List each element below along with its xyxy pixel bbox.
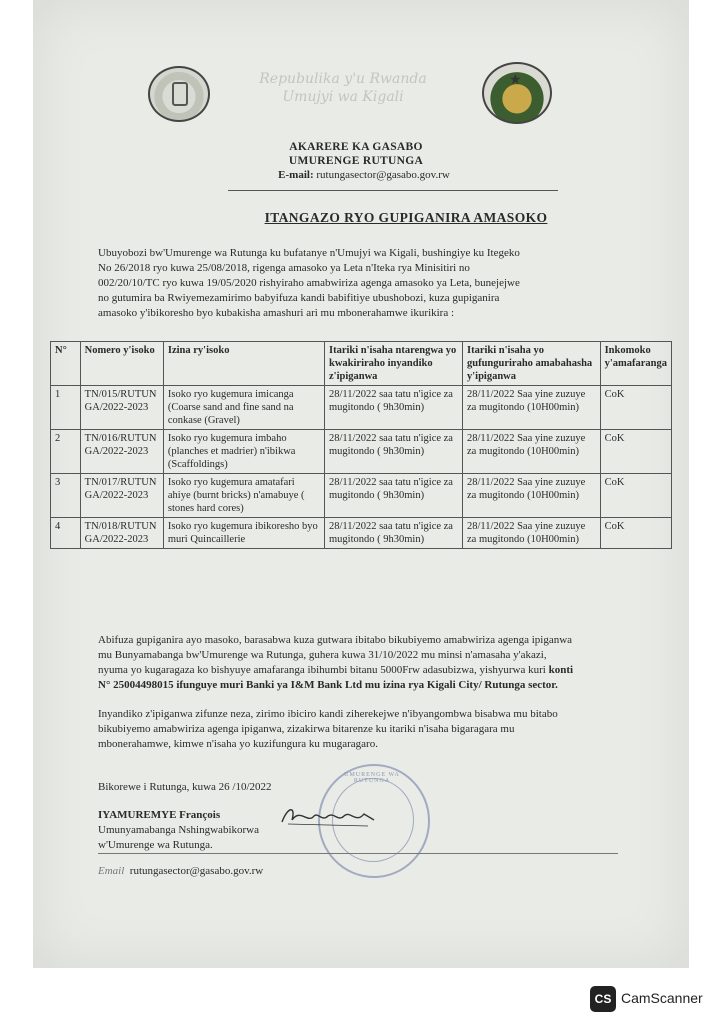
cell-number: TN/018/RUTUNGA/2022-2023 [80, 518, 163, 549]
cell-submission: 28/11/2022 saa tatu n'igice za mugitondo ( 9h30min) [325, 386, 463, 430]
cell-no: 1 [51, 386, 81, 430]
cell-no: 3 [51, 474, 81, 518]
signatory-role-line-2: w'Umurenge wa Rutunga. [98, 839, 213, 851]
cell-number: TN/015/RUTUNGA/2022-2023 [80, 386, 163, 430]
intro-paragraph [98, 246, 618, 321]
cell-opening: 28/11/2022 Saa yine zuzuye za mugitondo (10H00min) [463, 474, 601, 518]
city-of-kigali-logo [482, 62, 552, 124]
account-details: N° 25004498015 ifunguye muri Banki ya I&M Bank Ltd mu izina rya Kigali City/ Rutunga sector. [98, 679, 558, 691]
cell-name: Isoko ryo kugemura imicanga (Coarse sand and fine sand na conkase (Gravel) [163, 386, 324, 430]
submission-line: bikubiyemo amabwiriza agenga ipiganwa, zizakirwa bitarenze ku itariki n'isaha bigaragara mu [98, 723, 515, 735]
document-title: ITANGAZO RYO GUPIGANIRA AMASOKO [264, 210, 548, 225]
district-name: AKARERE KA GASABO [289, 141, 423, 153]
footer-email-value: rutungasector@gasabo.gov.rw [129, 865, 264, 877]
account-label: konti [548, 664, 574, 676]
col-header-no: N° [51, 342, 81, 386]
col-header-opening: Itariki n'isaha yo gufunguriraho amabahasha y'ipiganwa [463, 342, 601, 386]
intro-line: No 26/2018 ryo kuwa 25/08/2018, rigenga amasoko ya Leta n'Iteka rya Minisitiri no [98, 262, 470, 274]
footer-email-label: Email [98, 865, 125, 877]
handwritten-signature [278, 802, 378, 832]
col-header-source: Inkomoko y'amafaranga [600, 342, 671, 386]
cell-opening: 28/11/2022 Saa yine zuzuye za mugitondo (10H00min) [463, 386, 601, 430]
cell-submission: 28/11/2022 saa tatu n'igice za mugitondo ( 9h30min) [325, 474, 463, 518]
table-row [51, 386, 672, 430]
cell-source: CoK [600, 430, 671, 474]
cell-source: CoK [600, 518, 671, 549]
footer-divider [98, 853, 618, 854]
instructions-text: nyuma yo kugaragaza ko bishyuye amafaranga ibihumbi bitanu 5000Frw adasubizwa, yishyurwa kuri [98, 664, 546, 676]
header-email-label: E-mail: [278, 169, 314, 181]
camscanner-label: CamScanner [621, 990, 703, 1006]
sector-name: UMURENGE RUTUNGA [288, 155, 424, 167]
letterhead-watermark [248, 70, 438, 106]
cell-number: TN/017/RUTUNGA/2022-2023 [80, 474, 163, 518]
submission-line: Inyandiko z'ipiganwa zifunze neza, zirimo ibiciro kandi ziherekejwe n'ibyangombwa bisabwa mu bitabo [98, 708, 558, 720]
signatory-role: Umunyamabanga Nshingwabikorwa [98, 824, 259, 836]
col-header-number: Nomero y'isoko [80, 342, 163, 386]
instructions-line [98, 663, 618, 678]
table-row [51, 474, 672, 518]
cell-no: 2 [51, 430, 81, 474]
instructions-line: mu Bunyamabanga bw'Umurenge wa Rutunga, guhera kuwa 31/10/2022 mu minsi n'amasaha y'akazi, [98, 649, 547, 661]
cell-source: CoK [600, 474, 671, 518]
cell-submission: 28/11/2022 saa tatu n'igice za mugitondo ( 9h30min) [325, 518, 463, 549]
cell-opening: 28/11/2022 Saa yine zuzuye za mugitondo (10H00min) [463, 518, 601, 549]
intro-line: Ubuyobozi bw'Umurenge wa Rutunga ku bufatanye n'Umujyi wa Kigali, bushingiye ku Itegeko [98, 247, 520, 259]
cell-name: Isoko ryo kugemura ibikoresho byo muri Quincaillerie [163, 518, 324, 549]
cell-no: 4 [51, 518, 81, 549]
camscanner-logo-icon: CS [590, 986, 616, 1012]
cell-submission: 28/11/2022 saa tatu n'igice za mugitondo ( 9h30min) [325, 430, 463, 474]
watermark-line-2: Umujyi wa Kigali [282, 89, 404, 105]
submission-paragraph [98, 707, 618, 752]
watermark-line-1: Repubulika y'u Rwanda [259, 71, 427, 87]
col-header-submission: Itariki n'isaha ntarengwa yo kwakiriraho inyandiko z'ipiganwa [325, 342, 463, 386]
table-row [51, 430, 672, 474]
rwanda-coat-of-arms-logo [148, 66, 210, 122]
signatory-name: IYAMUREMYE François [98, 809, 221, 821]
star-icon: ★ [509, 73, 522, 88]
cell-number: TN/016/RUTUNGA/2022-2023 [80, 430, 163, 474]
tender-table [50, 341, 672, 549]
cell-source: CoK [600, 386, 671, 430]
intro-line: no gutumira ba Rwiyemezamirimo babyifuza kandi babifitiye ubushobozi, kuza gupiganira [98, 292, 500, 304]
cell-name: Isoko ryo kugemura imbaho (planches et madrier) n'ibikwa (Scaffoldings) [163, 430, 324, 474]
submission-line: mbonerahamwe, kimwe n'isaha yo kuzifungura ku mugaragaro. [98, 738, 378, 750]
intro-line: amasoko y'ibikoresho byo kubakisha amashuri ari mu mbonerahamwe ikurikira : [98, 307, 455, 319]
intro-line: 002/20/10/TC ryo kuwa 19/05/2020 rishyiraho amabwiriza agenga amasoko ya Leta, bunejejwe [98, 277, 520, 289]
stamp-text: UMURENGE WA RUTUNGA [344, 772, 400, 784]
instructions-line: Abifuza gupiganira ayo masoko, barasabwa kuza gutwara ibitabo bikubiyemo amabwiriza agenga ipiganwa [98, 634, 573, 646]
place-date: Bikorewe i Rutunga, kuwa 26 /10/2022 [98, 781, 272, 793]
footer-email [98, 864, 263, 879]
col-header-name: Izina ry'isoko [163, 342, 324, 386]
cell-name: Isoko ryo kugemura amatafari ahiye (burnt bricks) n'amabuye ( stones hard cores) [163, 474, 324, 518]
instructions-paragraph [98, 633, 618, 693]
header-email-value: rutungasector@gasabo.gov.rw [316, 169, 450, 181]
table-row [51, 518, 672, 549]
cell-opening: 28/11/2022 Saa yine zuzuye za mugitondo (10H00min) [463, 430, 601, 474]
header-email [254, 169, 474, 181]
table-header-row [51, 342, 672, 386]
header-divider [228, 190, 558, 191]
